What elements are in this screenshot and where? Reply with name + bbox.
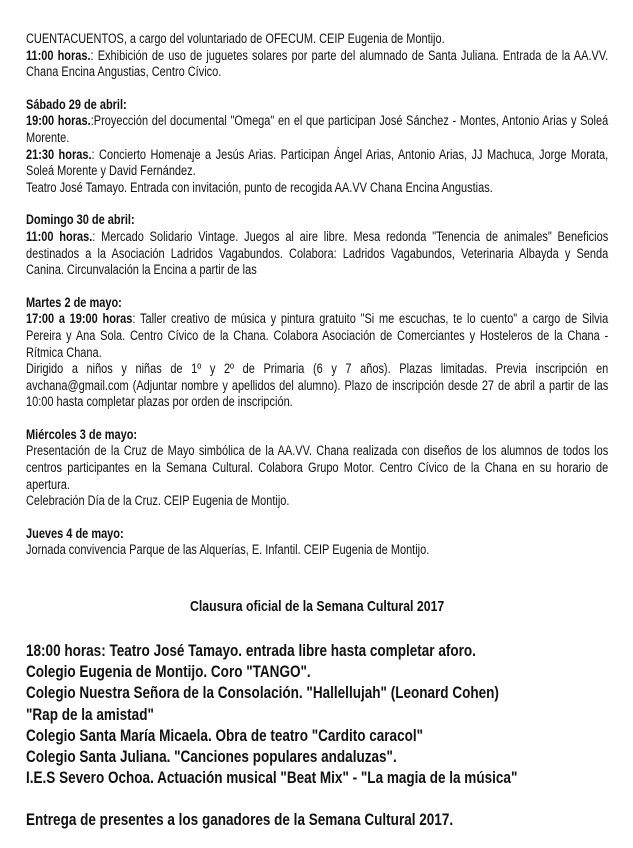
event-item <box>26 542 608 559</box>
event-item <box>26 493 608 510</box>
event-description: Jornada convivencia Parque de las Alquerías, E. Infantil. CEIP Eugenia de Montijo. <box>26 542 430 558</box>
closing-line: I.E.S Severo Ochoa. Actuación musical "Beat Mix" - "La magia de la música" <box>26 769 518 788</box>
section-spacer <box>26 510 608 526</box>
day-heading: Martes 2 de mayo: <box>26 294 122 310</box>
event-item <box>26 311 608 361</box>
day-section <box>26 510 608 559</box>
event-description: :Proyección del documental "Omega" en el que participan José Sánchez - Montes, Antonio Arias y Soleá Morente. <box>26 113 609 145</box>
closing-title: Clausura oficial de la Semana Cultural 2017 <box>189 598 445 615</box>
closing-line: Colegio Santa Juliana. "Canciones populares andaluzas". <box>26 748 397 767</box>
event-item <box>26 113 608 146</box>
event-time: 19:00 horas. <box>26 113 91 129</box>
day-heading: Sábado 29 de abril: <box>26 96 127 112</box>
day-heading: Jueves 4 de mayo: <box>26 525 124 541</box>
event-time: 11:00 horas. <box>26 228 93 244</box>
closing-line: Colegio Santa María Micaela. Obra de teatro "Cardito caracol" <box>26 726 424 745</box>
closing-line: 18:00 horas: Teatro José Tamayo. entrada libre hasta completar aforo. <box>26 642 476 660</box>
event-item <box>26 48 608 81</box>
event-item <box>26 361 608 411</box>
event-description: : Exhibición de uso de juguetes solares por parte del alumnado de Santa Juliana. Entrada de la AA.VV. Chana Encina Angustias, Centro Cívico. <box>26 47 609 80</box>
closing-lines <box>26 641 608 789</box>
day-section <box>26 279 608 411</box>
day-section <box>26 31 608 81</box>
event-description: Teatro José Tamayo. Entrada con invitación, punto de recogida AA.VV Chana Encina Angustias. <box>26 179 493 195</box>
event-description: Presentación de la Cruz de Mayo simbólica de la AA.VV. Chana realizada con diseños de los alumnos de todos los centros participantes en la Semana Cultural. Colabora Grupo Motor. Centro Cívico de la Chana en su horario de apertura. <box>26 443 609 492</box>
closing-line: "Rap de la amistad" <box>26 705 154 724</box>
event-time: 21:30 horas. <box>26 146 92 162</box>
day-heading: Miércoles 3 de mayo: <box>26 426 138 442</box>
day-section <box>26 196 608 278</box>
event-item <box>26 31 608 48</box>
closing-section <box>26 598 608 830</box>
closing-line: Colegio Eugenia de Montijo. Coro "TANGO". <box>26 663 311 682</box>
day-heading: Domingo 30 de abril: <box>26 212 135 228</box>
event-description: : Mercado Solidario Vintage. Juegos al aire libre. Mesa redonda "Tenencia de animales" Beneficios destinados a la Asociación Ladridos Vagabundos. Colabora: Ladridos Vagabundos, Veterinaria Albayda y Senda Canina. Circunvalación la Encina a partir de las <box>26 228 609 278</box>
event-description: : Taller creativo de música y pintura gratuito "Si me escuchas, te lo cuento" a cargo de Silvia Pereira y Ana Sola. Centro Cívico de la Chana. Colabora Asociación de Comerciantes y Hosteleros de la Chana - Rítmica Chana. <box>26 311 609 360</box>
program-schedule <box>26 31 608 559</box>
event-description: Dirigido a niños y niñas de 1º y 2º de Primaria (6 y 7 años). Plazas limitadas. Previa inscripción en avchana@gmail.com (Adjuntar nombre y apellidos del alumno). Plazo de inscripción desde 27 de abril a partir de las 10:00 hasta completar plazas por orden de inscripción. <box>26 361 609 410</box>
event-item <box>26 180 608 197</box>
section-spacer <box>26 196 608 212</box>
day-section <box>26 411 608 510</box>
event-description: CUENTACUENTOS, a cargo del voluntariado de OFECUM. CEIP Eugenia de Montijo. <box>26 31 445 46</box>
event-item <box>26 443 608 493</box>
event-description: Celebración Día de la Cruz. CEIP Eugenia de Montijo. <box>26 493 290 509</box>
event-time: 17:00 a 19:00 horas <box>26 311 133 327</box>
closing-final-line: Entrega de presentes a los ganadores de la Semana Cultural 2017. <box>26 811 454 830</box>
section-spacer <box>26 279 608 295</box>
event-time: 11:00 horas. <box>26 47 91 63</box>
section-spacer <box>26 411 608 427</box>
event-item <box>26 147 608 180</box>
day-section <box>26 81 608 197</box>
section-spacer <box>26 81 608 97</box>
event-description: : Concierto Homenaje a Jesús Arias. Participan Ángel Arias, Antonio Arias, JJ Machuca, Jorge Morata, Soleá Morente y David Fernández. <box>26 146 609 179</box>
event-item <box>26 229 608 279</box>
closing-line: Colegio Nuestra Señora de la Consolación. "Hallellujah" (Leonard Cohen) <box>26 684 499 703</box>
